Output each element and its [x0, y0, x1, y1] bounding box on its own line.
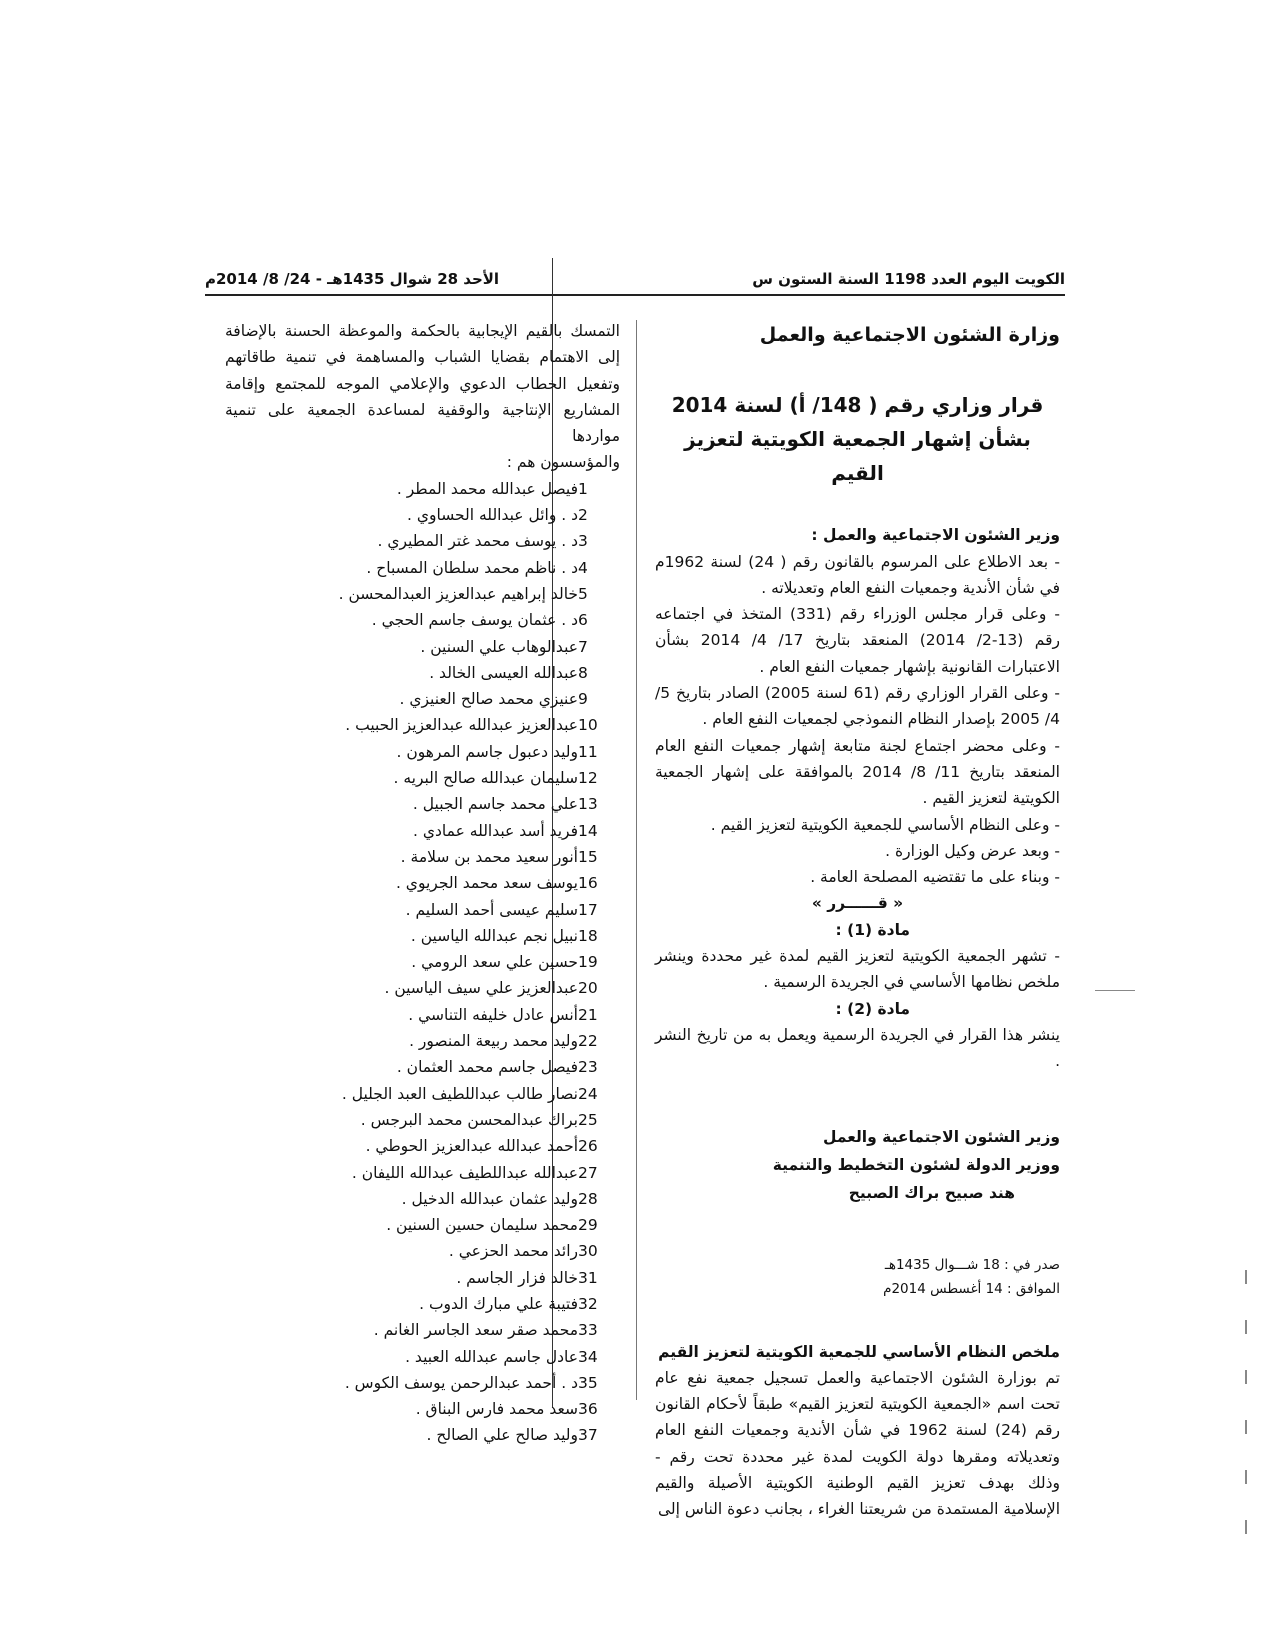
decision-label: « قــــــرر »	[811, 894, 904, 913]
founder-name: د . ناظم محمد سلطان المسباح .	[366, 558, 578, 577]
preamble-item: - وعلى محضر اجتماع لجنة متابعة إشهار جمعيات النفع العام المنعقد بتاريخ 11/ 8/ 2014 بالموافقة على إشهار الجمعية الكويتية لتعزيز القيم .	[655, 736, 1060, 808]
summary-continuation: التمسك بالقيم الإيجابية بالحكمة والموعظة الحسنة بالإضافة إلى الاهتمام بقضايا الشباب والمساهمة في تنمية طاقاتهم وتفعيل الخطاب الدعوي والإعلامي الموجه للمجتمع وإقامة المشاريع الإنتاجية والوقفية لمساعدة الجمعية على تنمية مواردها	[225, 322, 620, 446]
issue-dates	[655, 1253, 1060, 1301]
founder-item	[225, 923, 620, 949]
article-2-label: مادة (2) :	[835, 999, 910, 1018]
signature-title-2: ووزير الدولة لشئون التخطيط والتنمية	[772, 1155, 1060, 1174]
founder-number: 6	[578, 611, 588, 630]
founder-name: د . أحمد عبدالرحمن يوسف الكوس .	[344, 1373, 578, 1392]
ministry-heading: وزارة الشئون الاجتماعية والعمل	[759, 324, 1060, 346]
founder-number: 17	[578, 900, 598, 919]
founder-item	[225, 897, 620, 923]
founder-name: فيصل عبدالله محمد المطر .	[396, 479, 578, 498]
founder-item	[225, 1344, 620, 1370]
article-1-text: - تشهر الجمعية الكويتية لتعزيز القيم لمدة غير محددة وينشر ملخص نظامها الأساسي في الجريدة الرسمية .	[655, 947, 1060, 992]
founder-item	[225, 1186, 620, 1212]
founder-name: وليد دعبول جاسم المرهون .	[396, 742, 578, 761]
founder-name: وليد عثمان عبدالله الدخيل .	[401, 1189, 578, 1208]
founder-name: خالد إبراهيم عبدالعزيز العبدالمحسن .	[338, 584, 578, 603]
founders-intro: والمؤسسون هم :	[506, 453, 620, 472]
founders-list	[225, 476, 620, 1449]
founder-name: عبدالله عبداللطيف عبدالله الليفان .	[351, 1163, 578, 1182]
founder-name: وليد محمد ربيعة المنصور .	[409, 1032, 578, 1051]
scan-mark	[1245, 1270, 1247, 1284]
founder-item	[225, 1133, 620, 1159]
founder-number: 2	[578, 506, 588, 525]
preamble-item: - وعلى قرار مجلس الوزراء رقم (331) المتخذ في اجتماعه رقم (13-2/ 2014) المنعقد بتاريخ 17/ 4/ 2014 بشأن الاعتبارات القانونية بإشهار جمعيات النفع العام .	[655, 605, 1061, 676]
founder-name: عادل جاسم عبدالله العبيد .	[405, 1347, 578, 1366]
founder-name: عبدالعزيز عبدالله عبدالعزيز الحبيب .	[345, 716, 578, 735]
founder-item	[225, 1396, 620, 1422]
founder-number: 19	[578, 953, 598, 972]
founder-item	[225, 712, 620, 738]
founder-name: أنور سعيد محمد بن سلامة .	[400, 847, 578, 866]
article-2-text: ينشر هذا القرار في الجريدة الرسمية ويعمل به من تاريخ النشر .	[655, 1025, 1060, 1071]
founder-item	[225, 791, 620, 817]
founder-number: 23	[578, 1058, 598, 1077]
founder-item	[225, 1422, 620, 1448]
founder-item	[225, 1002, 620, 1028]
founder-number: 7	[578, 637, 588, 656]
founder-item	[225, 1054, 620, 1080]
founder-item	[225, 765, 620, 791]
founder-number: 33	[578, 1321, 598, 1340]
founder-name: براك عبدالمحسن محمد البرجس .	[360, 1110, 578, 1129]
founder-name: نبيل نجم عبدالله الياسين .	[410, 926, 578, 945]
preamble-item: - وعلى النظام الأساسي للجمعية الكويتية لتعزيز القيم .	[710, 815, 1060, 834]
article-1-label: مادة (1) :	[835, 920, 910, 939]
founder-number: 20	[578, 979, 598, 998]
founder-name: عنيزي محمد صالح العنيزي .	[399, 690, 578, 709]
decree-title-line1: قرار وزاري رقم ( 148/ أ) لسنة 2014	[671, 393, 1044, 418]
scan-mark	[1245, 1320, 1247, 1334]
founder-number: 28	[578, 1189, 598, 1208]
founder-number: 21	[578, 1005, 598, 1024]
founder-item	[225, 975, 620, 1001]
founder-item	[225, 634, 620, 660]
decree-column	[655, 318, 1060, 1523]
founder-number: 4	[578, 558, 588, 577]
founder-number: 3	[578, 532, 588, 551]
founder-name: سليمان عبدالله صالح البريه .	[393, 769, 578, 788]
founder-item	[225, 1107, 620, 1133]
founder-number: 37	[578, 1426, 598, 1445]
founder-name: عبدالوهاب علي السنين .	[420, 637, 578, 656]
founder-item	[225, 528, 620, 554]
founder-number: 34	[578, 1347, 598, 1366]
scan-mark	[1095, 990, 1135, 991]
scan-mark	[1245, 1520, 1247, 1534]
founder-item	[225, 1370, 620, 1396]
preamble-item: - وبناء على ما تقتضيه المصلحة العامة .	[810, 868, 1060, 887]
founder-number: 24	[578, 1084, 598, 1103]
founder-number: 36	[578, 1400, 598, 1419]
founder-item	[225, 1160, 620, 1186]
founder-name: د . عثمان يوسف جاسم الحجي .	[371, 611, 578, 630]
founder-name: نصار طالب عبداللطيف العبد الجليل .	[341, 1084, 578, 1103]
founder-name: رائد محمد الحزعي .	[448, 1242, 578, 1261]
scan-mark	[1245, 1370, 1247, 1384]
signatory-name: هند صبيح براك الصبيح	[848, 1183, 1015, 1202]
founder-item	[225, 1238, 620, 1264]
preamble-item: - وبعد عرض وكيل الوزارة .	[885, 841, 1060, 860]
founder-number: 16	[578, 874, 598, 893]
founder-item	[225, 1028, 620, 1054]
founder-name: سعد محمد فارس البناق .	[415, 1400, 578, 1419]
decree-title	[655, 388, 1060, 490]
founder-name: عبدالله العيسى الخالد .	[429, 663, 578, 682]
founder-item	[225, 476, 620, 502]
founder-item	[225, 686, 620, 712]
founder-number: 15	[578, 847, 598, 866]
founder-number: 31	[578, 1268, 598, 1287]
founder-number: 18	[578, 926, 598, 945]
founder-number: 30	[578, 1242, 598, 1261]
founder-number: 11	[578, 742, 598, 761]
signature-title-1: وزير الشئون الاجتماعية والعمل	[822, 1127, 1060, 1146]
founder-number: 26	[578, 1137, 598, 1156]
founder-name: د . وائل عبدالله الحساوي .	[407, 506, 578, 525]
founder-item	[225, 502, 620, 528]
founder-name: يوسف سعد محمد الجريوي .	[395, 874, 578, 893]
founder-number: 10	[578, 716, 598, 735]
founder-name: د . يوسف محمد غتر المطيري .	[377, 532, 578, 551]
founder-name: وليد صالح علي الصالح .	[426, 1426, 578, 1445]
founder-item	[225, 660, 620, 686]
founder-name: فريد أسد عبدالله عمادي .	[413, 821, 578, 840]
founder-number: 29	[578, 1216, 598, 1235]
founder-number: 25	[578, 1110, 598, 1129]
founder-item	[225, 1317, 620, 1343]
founder-item	[225, 1265, 620, 1291]
signature-block	[655, 1123, 1060, 1207]
founder-item	[225, 1212, 620, 1238]
founder-item	[225, 555, 620, 581]
founder-item	[225, 581, 620, 607]
publication-header: الكويت اليوم العدد 1198 السنة الستون س	[752, 270, 1065, 288]
founder-name: فتيبة علي مبارك الدوب .	[419, 1294, 578, 1313]
minister-intro: وزير الشئون الاجتماعية والعمل :	[811, 526, 1060, 545]
summary-text: تم بوزارة الشئون الاجتماعية والعمل تسجيل جمعية نفع عام تحت اسم «الجمعية الكويتية لتعزيز القيم» طبقاً لأحكام القانون رقم (24) لسنة 1962 في شأن الأندية وجمعيات النفع العام وتعديلاته ومقرها دولة الكويت لمدة غير محددة تحت رقم - وذلك بهدف تعزيز القيم الوطنية الكويتية الأصيلة والقيم الإسلامية المستمدة من شريعتنا الغراء ، بجانب دعوة الناس إلى	[655, 1368, 1060, 1519]
founder-item	[225, 607, 620, 633]
founder-item	[225, 818, 620, 844]
founder-name: أحمد عبدالله عبدالعزيز الحوطي .	[365, 1137, 578, 1156]
preamble-item: - وعلى القرار الوزاري رقم (61 لسنة 2005) الصادر بتاريخ 5/ 4/ 2005 بإصدار النظام النموذجي لجمعيات النفع العام .	[655, 684, 1060, 729]
founder-name: فيصل جاسم محمد العثمان .	[396, 1058, 578, 1077]
founder-name: حسين علي سعد الرومي .	[411, 953, 578, 972]
founder-name: محمد سليمان حسين السنين .	[386, 1216, 578, 1235]
founder-name: عبدالعزيز علي سيف الياسين .	[384, 979, 578, 998]
founder-number: 5	[578, 584, 588, 603]
founder-number: 8	[578, 663, 588, 682]
founder-name: سليم عيسى أحمد السليم .	[405, 900, 578, 919]
founder-number: 1	[578, 479, 588, 498]
issued-date: صدر في : 18 شـــوال 1435هـ	[884, 1256, 1060, 1273]
founder-item	[225, 1291, 620, 1317]
founder-number: 9	[578, 690, 588, 709]
founder-number: 32	[578, 1294, 598, 1313]
founder-number: 35	[578, 1373, 598, 1392]
founder-number: 22	[578, 1032, 598, 1051]
founder-item	[225, 870, 620, 896]
founder-number: 13	[578, 795, 598, 814]
preamble-item: - بعد الاطلاع على المرسوم بالقانون رقم ( 24) لسنة 1962م في شأن الأندية وجمعيات النفع العام وتعديلاته .	[655, 552, 1060, 597]
founder-name: محمد صقر سعد الجاسر الغانم .	[373, 1321, 578, 1340]
founder-name: خالد فزار الجاسم .	[456, 1268, 578, 1287]
founder-item	[225, 844, 620, 870]
founder-name: أنس عادل خليفه التناسي .	[408, 1005, 578, 1024]
issue-date: الأحد 28 شوال 1435هـ - 24/ 8/ 2014م	[205, 270, 500, 288]
column-rule	[636, 320, 637, 1400]
founder-item	[225, 739, 620, 765]
founders-column	[225, 318, 620, 1449]
decree-title-line2: بشأن إشهار الجمعية الكويتية لتعزيز القيم	[684, 427, 1031, 486]
founder-number: 14	[578, 821, 598, 840]
corresponding-date: الموافق : 14 أغسطس 2014م	[883, 1280, 1060, 1297]
summary-title: ملخص النظام الأساسي للجمعية الكويتية لتعزيز القيم	[658, 1342, 1060, 1361]
scan-mark	[1245, 1470, 1247, 1484]
page-header	[205, 268, 1065, 296]
founder-number: 27	[578, 1163, 598, 1182]
scan-mark	[1245, 1420, 1247, 1434]
founder-number: 12	[578, 769, 598, 788]
founder-item	[225, 1081, 620, 1107]
founder-item	[225, 949, 620, 975]
founder-name: علي محمد جاسم الجبيل .	[412, 795, 578, 814]
